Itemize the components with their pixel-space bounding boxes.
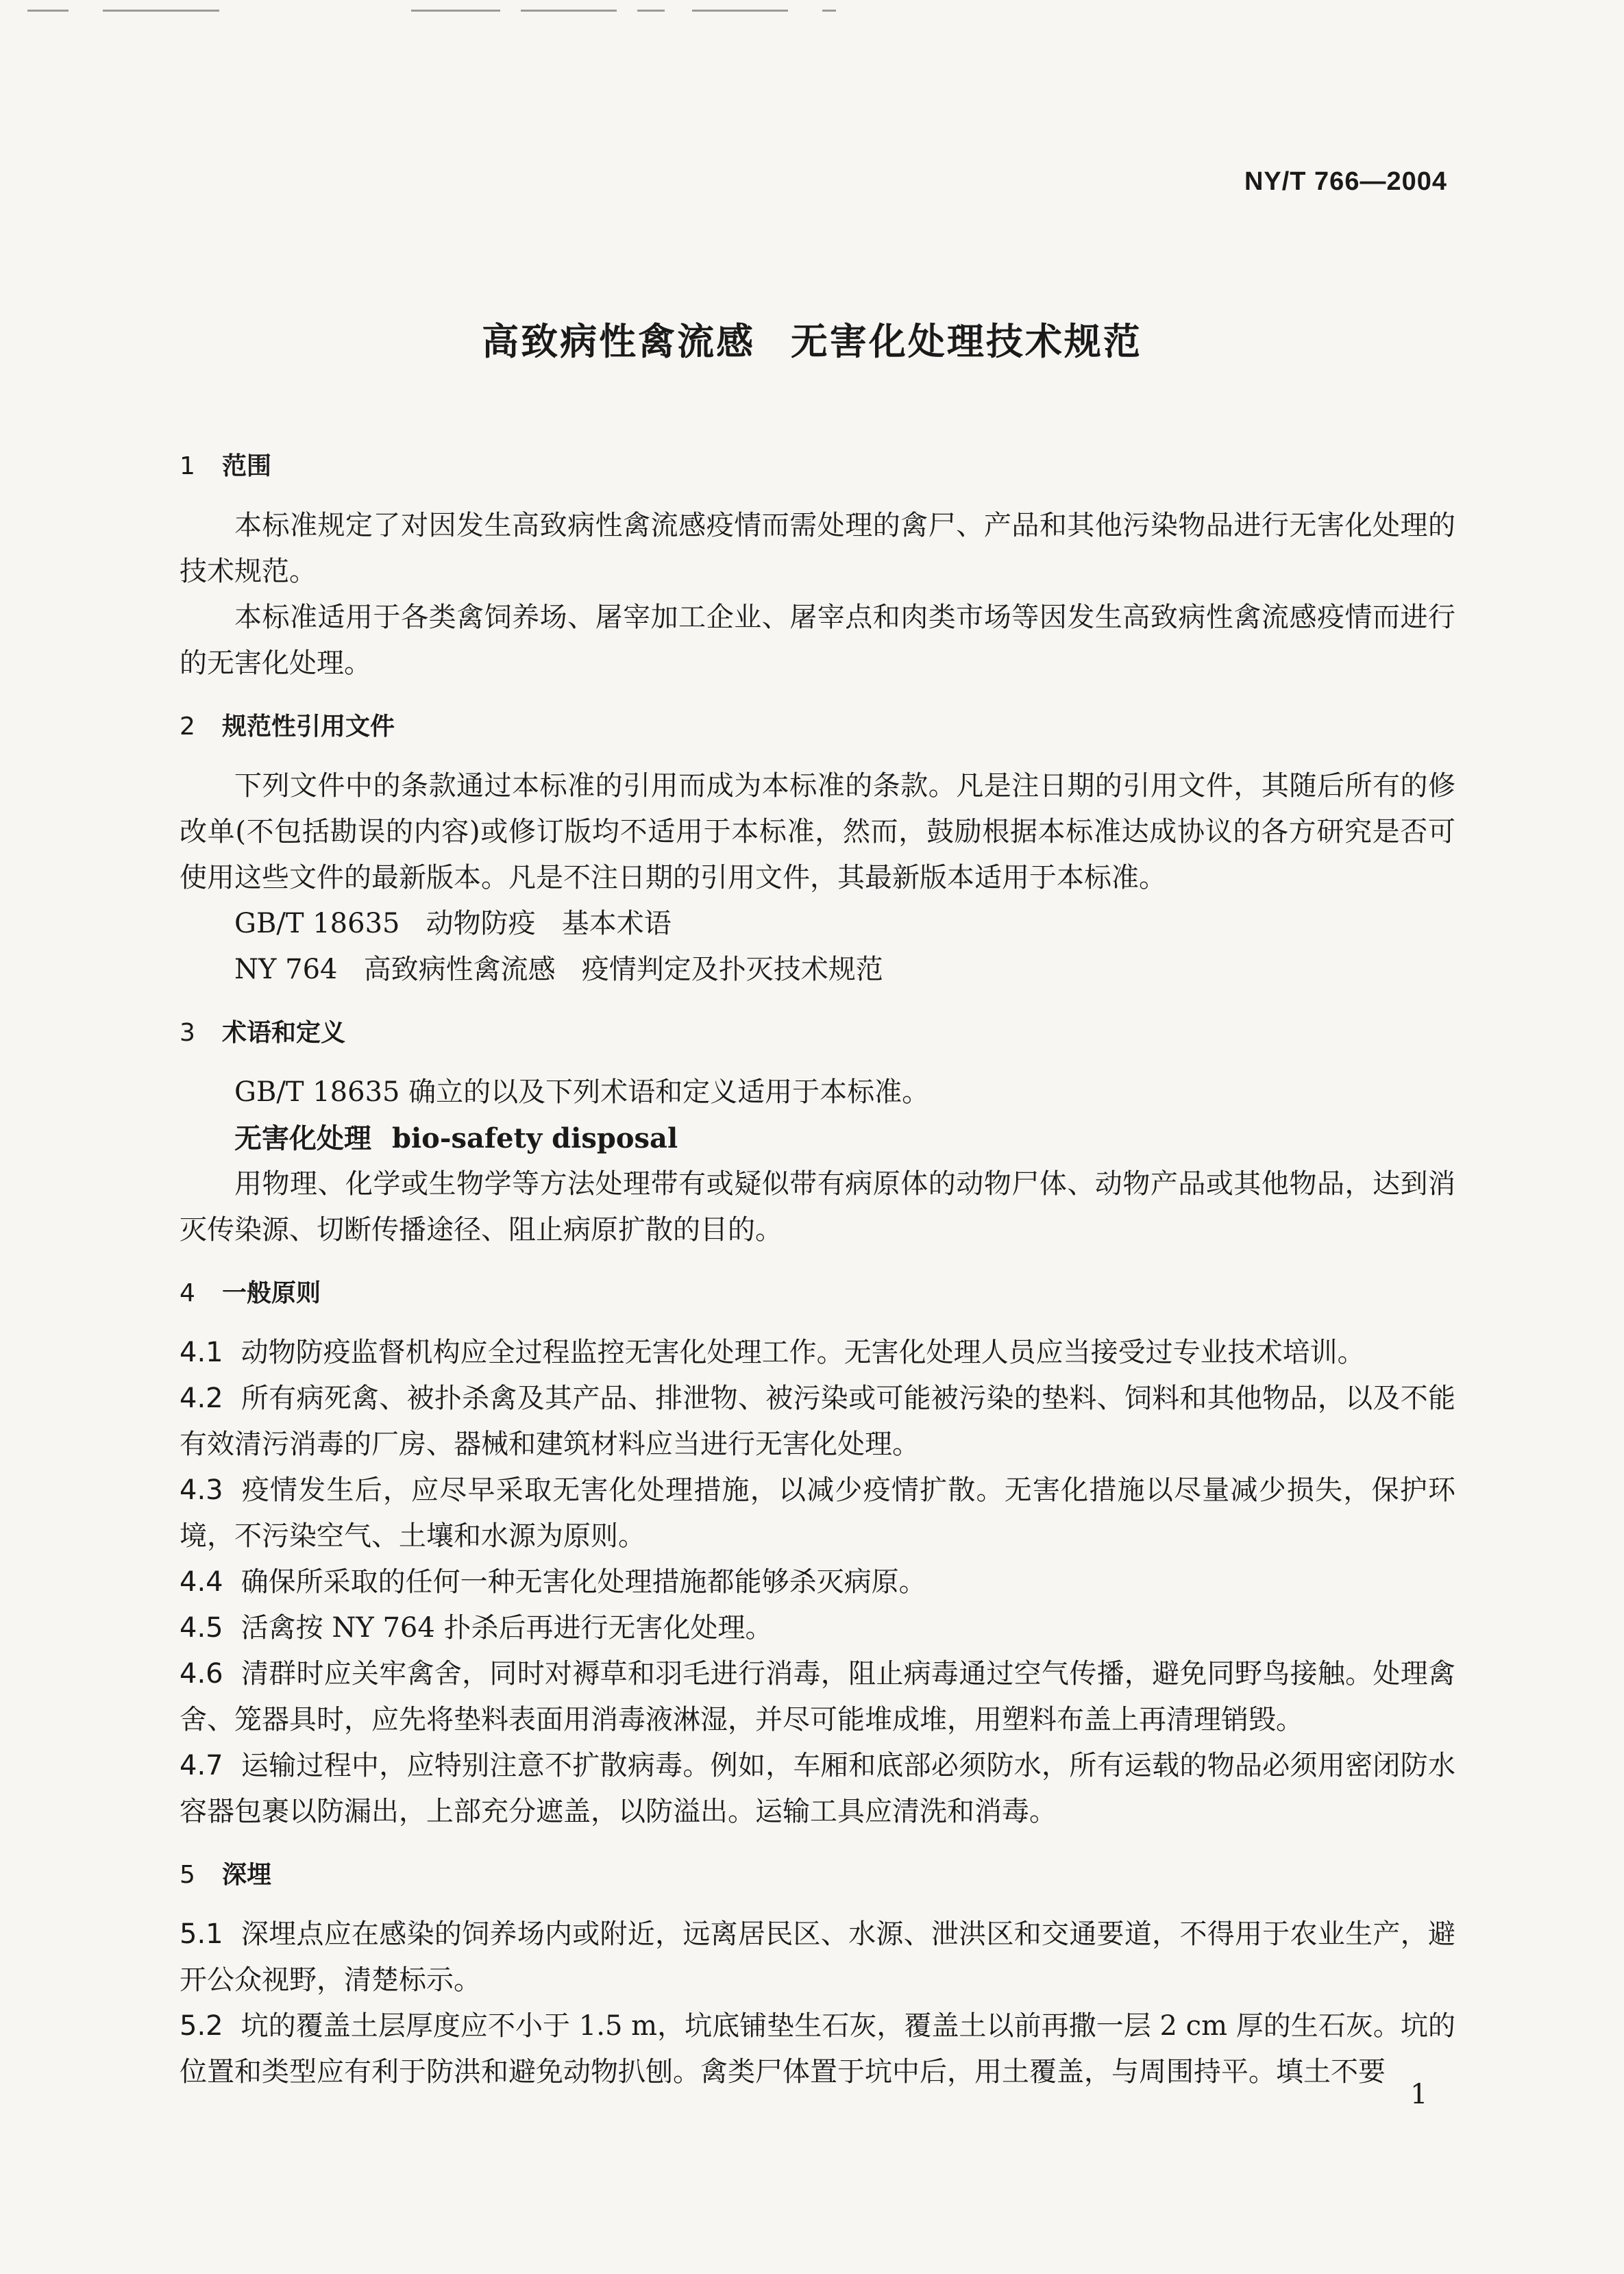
term-definition: 用物理、化学或生物学等方法处理带有或疑似带有病原体的动物尸体、动物产品或其他物品，达到消灭传染源、切断传播途径、阻止病原扩散的目的。: [180, 1168, 1455, 1246]
term-chinese: 无害化处理: [234, 1122, 371, 1154]
section-heading: [180, 1853, 1455, 1898]
paragraph: 下列文件中的条款通过本标准的引用而成为本标准的条款。凡是注日期的引用文件，其随后所有的修改单(不包括勘误的内容)或修订版均不适用于本标准，然而，鼓励根据本标准达成协议的各方研究是否可使用这些文件的最新版本。凡是不注日期的引用文件，其最新版本适用于本标准。: [180, 770, 1455, 893]
clause-text: 清群时应关牢禽舍，同时对褥草和羽毛进行消毒，阻止病毒通过空气传播，避免同野鸟接触。处理禽舍、笼器具时，应先将垫料表面用消毒液淋湿，并尽可能堆成堆，用塑料布盖上再清理销毁。: [180, 1658, 1455, 1735]
section-title: 一般原则: [222, 1279, 321, 1307]
clause-text: 动物防疫监督机构应全过程监控无害化处理工作。无害化处理人员应当接受过专业技术培训。: [241, 1337, 1365, 1368]
section-number: 4: [180, 1279, 195, 1307]
term-english: bio-safety disposal: [392, 1122, 678, 1154]
clause: [180, 1330, 1455, 1376]
term-entry: [180, 1115, 1455, 1161]
clause: [180, 1605, 1455, 1651]
paragraph: 本标准规定了对因发生高致病性禽流感疫情而需处理的禽尸、产品和其他污染物品进行无害化处理的技术规范。: [180, 510, 1455, 587]
reference-item: GB/T 18635 动物防疫 基本术语: [234, 908, 672, 939]
clause-number: 4.5: [180, 1612, 223, 1644]
section-title: 术语和定义: [222, 1019, 346, 1047]
clause-text: 所有病死禽、被扑杀禽及其产品、排泄物、被污染或可能被污染的垫料、饲料和其他物品，以及不能有效清污消毒的厂房、器械和建筑材料应当进行无害化处理。: [180, 1383, 1455, 1460]
clause-number: 4.3: [180, 1474, 223, 1506]
section-heading: [180, 1011, 1455, 1056]
clause: [180, 1651, 1455, 1743]
clause: [180, 1743, 1455, 1835]
clause-text: 运输过程中，应特别注意不扩散病毒。例如，车厢和底部必须防水，所有运载的物品必须用密闭防水容器包裹以防漏出，上部充分遮盖，以防溢出。运输工具应清洗和消毒。: [180, 1750, 1455, 1827]
clause-number: 4.2: [180, 1383, 223, 1414]
clause: [180, 2003, 1455, 2095]
section-number: 3: [180, 1019, 195, 1047]
section-heading: [180, 1271, 1455, 1316]
clause-number: 5.2: [180, 2010, 223, 2042]
section-title: 深埋: [222, 1861, 272, 1889]
section-heading: [180, 444, 1455, 489]
paragraph: GB/T 18635 确立的以及下列术语和定义适用于本标准。: [234, 1076, 930, 1108]
clause-text: 坑的覆盖土层厚度应不小于 1.5 m，坑底铺垫生石灰，覆盖土以前再撒一层 2 cm 厚的生石灰。坑的位置和类型应有利于防洪和避免动物扒刨。禽类尸体置于坑中后，用土覆盖，与周围持平。填土不要: [180, 2010, 1455, 2088]
section-title: 范围: [222, 452, 272, 480]
clause: [180, 1376, 1455, 1468]
standard-number: NY/T 766—2004: [1244, 167, 1447, 196]
section-number: 1: [180, 452, 195, 480]
document-title: 高致病性禽流感 无害化处理技术规范: [482, 320, 1142, 363]
document-body: [180, 444, 1455, 2095]
section-number: 2: [180, 713, 195, 741]
clause-text: 活禽按 NY 764 扑杀后再进行无害化处理。: [241, 1612, 773, 1644]
section-heading: [180, 704, 1455, 750]
clause-number: 4.6: [180, 1658, 223, 1690]
page-number: 1: [1410, 2079, 1428, 2110]
clause-text: 疫情发生后，应尽早采取无害化处理措施，以减少疫情扩散。无害化措施以尽量减少损失，保护环境，不污染空气、土壤和水源为原则。: [180, 1474, 1455, 1552]
section-number: 5: [180, 1861, 195, 1889]
scan-top-marks: [0, 0, 1624, 21]
clause-text: 深埋点应在感染的饲养场内或附近，远离居民区、水源、泄洪区和交通要道，不得用于农业生产，避开公众视野，清楚标示。: [180, 1918, 1455, 1996]
clause-number: 4.7: [180, 1750, 223, 1781]
section-title: 规范性引用文件: [222, 713, 395, 741]
reference-item: NY 764 高致病性禽流感 疫情判定及扑灭技术规范: [234, 954, 883, 985]
clause-number: 4.1: [180, 1337, 223, 1368]
paragraph: 本标准适用于各类禽饲养场、屠宰加工企业、屠宰点和肉类市场等因发生高致病性禽流感疫情而进行的无害化处理。: [180, 602, 1455, 679]
clause: [180, 1912, 1455, 2003]
clause: [180, 1468, 1455, 1559]
clause: [180, 1559, 1455, 1605]
clause-text: 确保所采取的任何一种无害化处理措施都能够杀灭病原。: [241, 1566, 926, 1598]
clause-number: 4.4: [180, 1566, 223, 1598]
clause-number: 5.1: [180, 1918, 223, 1950]
